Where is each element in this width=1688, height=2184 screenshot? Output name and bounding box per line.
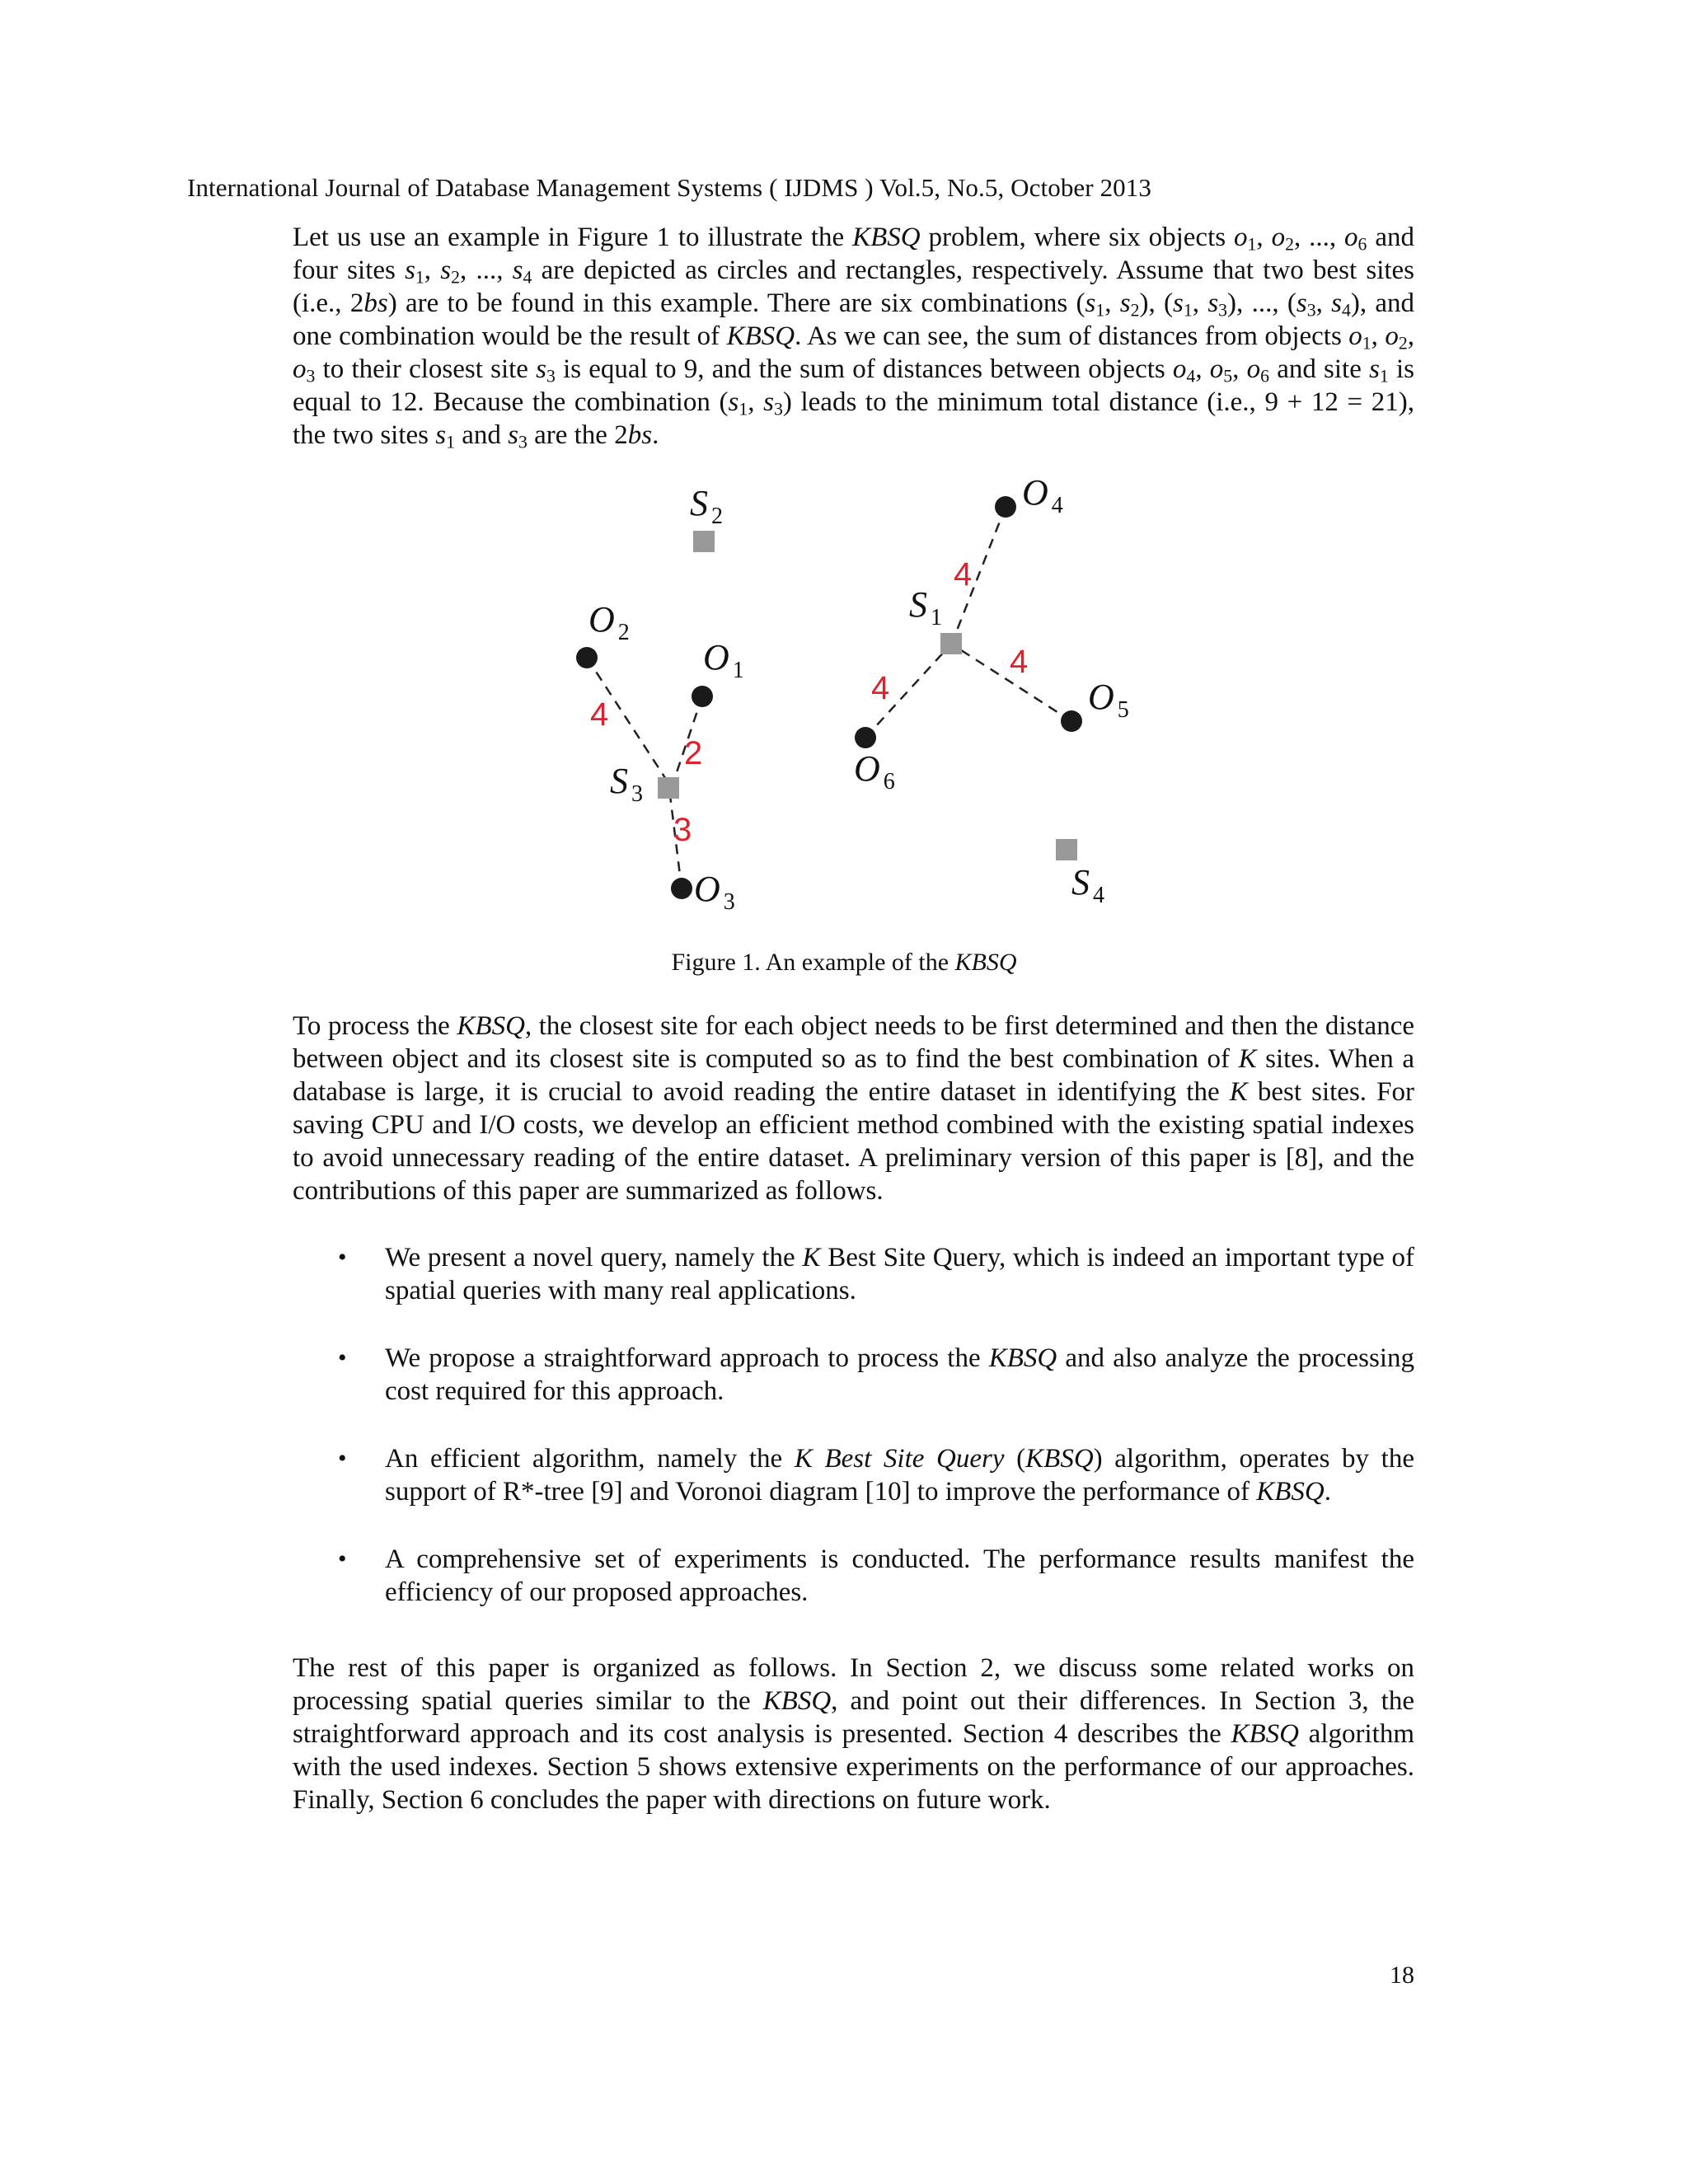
paragraph-organization: The rest of this paper is organized as follows. In Section 2, we discuss some related works on processing spatial queries similar to the KBSQ, and point out their differences. In Section 3, the straightforward approach and its cost analysis is presented. Section 4 describes the KBSQ algorithm with the used indexes. Section 5 shows extensive experiments on the performance of our approaches. Finally, Section 6 concludes the paper with directions on future work.	[293, 1653, 1414, 1815]
contribution-list	[293, 1241, 1414, 1643]
site-s4-label: S $_4$	[1071, 862, 1104, 908]
figure-caption: Figure 1. An example of the KBSQ	[671, 949, 1017, 976]
object-o5-marker	[1061, 710, 1082, 732]
distance-o4-s1: 4	[954, 556, 973, 593]
site-s3-label: S $_3$	[610, 761, 643, 807]
site-s2-marker	[693, 531, 715, 552]
object-o6-label: O $_6$	[854, 748, 895, 794]
distance-o3-s3: 3	[673, 812, 692, 848]
paragraph-process: To process the KBSQ, the closest site for each object needs to be first determined and then the distance between object and its closest site is computed so as to find the best combination of K sites. When a database is large, it is crucial to avoid reading the entire dataset in identifying the K best sites. For saving CPU and I/O costs, we develop an efficient method combined with the existing spatial indexes to avoid unnecessary reading of the entire dataset. A preliminary version of this paper is [8], and the contributions of this paper are summarized as follows.	[293, 1011, 1415, 1206]
bullet-icon: •	[338, 1344, 347, 1371]
object-o3-label: O $_3$	[694, 869, 735, 915]
object-o1-marker	[692, 686, 713, 707]
figure-1	[528, 470, 1187, 940]
object-o1-label: O $_1$	[703, 637, 744, 683]
list-item: • A comprehensive set of experiments is conducted. The performance results manifest the efficiency of our proposed approaches.	[338, 1544, 1414, 1607]
page-number: 18	[1390, 1961, 1414, 1989]
list-item: • We propose a straightforward approach to process the KBSQ and also analyze the processing cost required for this approach.	[338, 1343, 1415, 1406]
distance-o2-s3: 4	[590, 696, 609, 733]
list-item: • We present a novel query, namely the K Best Site Query, which is indeed an important type of spatial queries with many real applications.	[338, 1243, 1414, 1305]
list-item: • An efficient algorithm, namely the K Best Site Query (KBSQ) algorithm, operates by the support of R*-tree [9] and Voronoi diagram [10] to improve the performance of KBSQ.	[338, 1444, 1414, 1507]
distance-o1-s3: 2	[684, 735, 703, 771]
object-o4-marker	[995, 496, 1016, 518]
journal-header: International Journal of Database Management Systems ( IJDMS ) Vol.5, No.5, October 2013	[187, 173, 1151, 202]
paragraph-intro: Let us use an example in Figure 1 to illustrate the KBSQ problem, where six objects $o_1$, $o_2$, ..., $o_6$ and four sites $s_1$, $s_2$, ..., $s_4$ are depicted as circles and rectangles, respectively. Assume that two best sites (i.e., 2bs) are to be found in this example. There are six combinations ($s_1$, $s_2$), ($s_1$, $s_3$), ..., ($s_3$, $s_4$), and one combination would be the result of KBSQ. As we can see, the sum of distances from objects $o_1$, $o_2$, $o_3$ to their closest site $s_3$ is equal to 9, and the sum of distances between objects $o_4$, $o_5$, $o_6$ and site $s_1$ is equal to 12. Because the combination ($s_1$, $s_3$) leads to the minimum total distance (i.e., 9 + 12 = 21), the two sites $s_1$ and $s_3$ are the 2bs.	[293, 223, 1415, 452]
bullet-icon: •	[338, 1244, 347, 1271]
site-s1-label: S $_1$	[909, 584, 942, 630]
bullet-icon: •	[338, 1445, 347, 1472]
distance-o6-s1: 4	[871, 670, 890, 706]
object-o6-marker	[855, 727, 876, 748]
bullet-icon: •	[338, 1545, 347, 1572]
site-s2-label: S $_2$	[690, 483, 723, 529]
site-s3-marker	[658, 777, 679, 799]
site-s4-marker	[1056, 839, 1077, 860]
distance-o5-s1: 4	[1010, 644, 1029, 680]
kbsq-diagram	[528, 470, 1187, 940]
site-s1-marker	[940, 633, 962, 654]
object-o3-marker	[671, 878, 692, 899]
object-o5-label: O $_5$	[1088, 677, 1129, 723]
term-kbsq: KBSQ	[852, 223, 921, 252]
object-o2-marker	[576, 647, 598, 668]
object-o4-label: O $_4$	[1022, 472, 1063, 518]
object-o2-label: O $_2$	[588, 599, 630, 645]
caption-term: KBSQ	[954, 949, 1017, 976]
